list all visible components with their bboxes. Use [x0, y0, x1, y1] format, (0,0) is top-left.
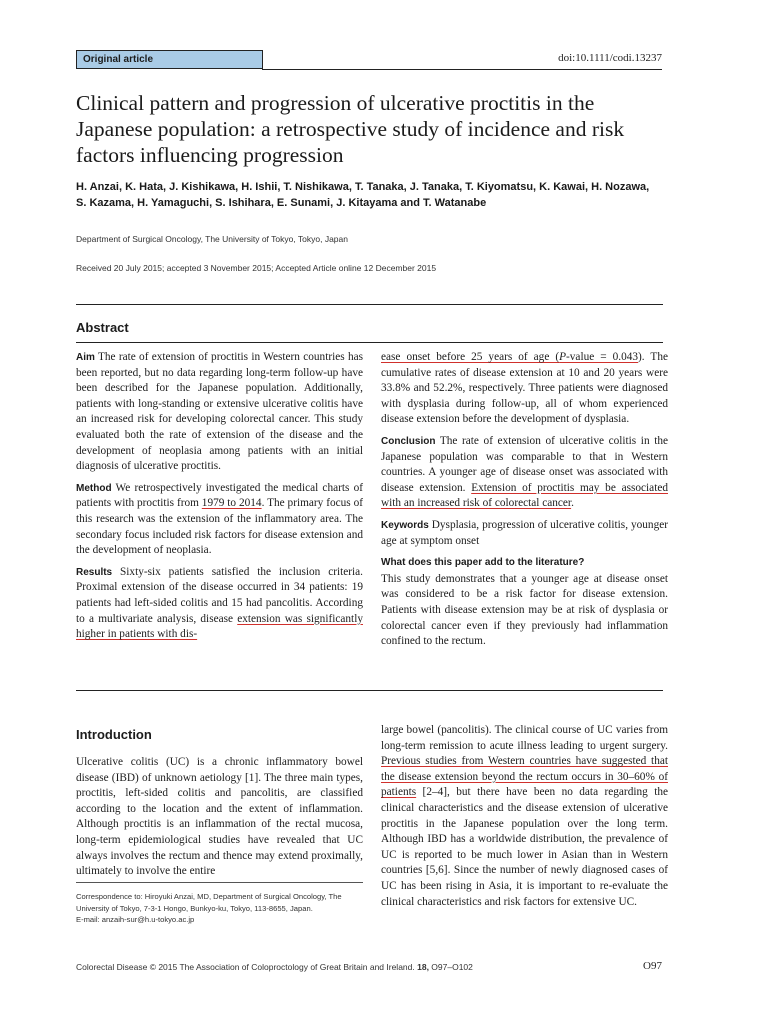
- conclusion-text-end: .: [571, 497, 574, 510]
- conclusion-label: Conclusion: [381, 435, 436, 447]
- correspondence-note: [76, 891, 363, 926]
- correspondence-email[interactable]: E-mail: anzaih-sur@h.u-tokyo.ac.jp: [76, 915, 195, 924]
- header-rule-tick: [262, 50, 263, 70]
- abstract-results: [76, 565, 363, 643]
- method-label: Method: [76, 482, 112, 494]
- abstract-top-rule: [76, 304, 663, 305]
- paper-title: Clinical pattern and progression of ulcerative proctitis in the Japanese population: a retrospective study of incidence and risk factors influencing progression: [76, 91, 625, 167]
- keywords-text: Dysplasia, progression of ulcerative colitis, younger age at symptom onset: [381, 518, 668, 547]
- abstract-heading: Abstract: [76, 320, 129, 335]
- intro-right-text-a: large bowel (pancolitis). The clinical course of UC varies from long-term remission to acute illness leading to urgent surgery.: [381, 724, 668, 752]
- introduction-heading: Introduction: [76, 727, 152, 742]
- method-text-cont: . The primary focus of this research was the extension of the inflammatory area. The secondary focus included risk factors for disease extension and the development of neoplasia.: [76, 497, 363, 557]
- doi[interactable]: doi:10.1111/codi.13237: [558, 52, 662, 64]
- intro-left-column: [76, 755, 363, 886]
- conclusion-highlight: Extension of proctitis may be associated with an increased risk of colorectal cancer: [381, 481, 668, 510]
- footer-copyright: Colorectal Disease © 2015 The Association of Coloproctology of Great Britain and Ireland.: [76, 962, 418, 972]
- abstract-bottom-rule: [76, 690, 663, 691]
- results-highlight-cont: ease onset before 25 years of age (: [381, 351, 560, 363]
- footer-volume: 18,: [417, 962, 429, 972]
- intro-right-column: [381, 723, 668, 916]
- abstract-keywords: [381, 518, 668, 549]
- author-list: H. Anzai, K. Hata, J. Kishikawa, H. Ishii, T. Nishikawa, T. Tanaka, J. Tanaka, T. Kiyomatsu, K. Kawai, H. Nozawa, S. Kazama, H. Yamaguchi, S. Ishihara, E. Sunami, J. Kitayama and T. Watanabe: [76, 181, 650, 209]
- received-dates: Received 20 July 2015; accepted 3 November 2015; Accepted Article online 12 December 2015: [76, 263, 437, 273]
- journal-footer: [76, 962, 473, 972]
- header-rule: [262, 69, 662, 70]
- intro-highlight: Previous studies from Western countries have suggested that the disease extension beyond the rectum occurs in 30–60% of patients: [381, 755, 668, 799]
- footer-pages: O97–O102: [428, 962, 473, 972]
- footnote-rule: [76, 882, 363, 883]
- p-value: -value = 0.043: [566, 351, 639, 363]
- results-label: Results: [76, 566, 113, 578]
- method-text: We retrospectively investigated the medical charts of patients with proctitis from: [76, 481, 363, 510]
- aim-label: Aim: [76, 352, 95, 363]
- what-adds-label: What does this paper add to the literature?: [381, 557, 585, 569]
- intro-right-text-b: [2–4], but there have been no data regarding the clinical characteristics and the disease extension of ulcerative proctitis in the Japanese population over the long term. Although IBD has a worldwide distribution, the prevalence of UC is reported to be much lower in Asian than in Western countries [5,6]. Since the number of newly diagnosed cases of UC has been rising in Asia, it is important to re-evaluate the clinical characteristics and risk factors for extensive UC.: [381, 786, 668, 908]
- what-adds-text: This study demonstrates that a younger age at disease onset was considered to be a risk factor for disease extension. Patients with disease extension may be at risk of dysplasia or colorectal cancer even if they previously had inflammation confined to the rectum.: [381, 572, 668, 648]
- abstract-method: [76, 481, 363, 559]
- intro-right-text: [381, 723, 668, 910]
- affiliation: Department of Surgical Oncology, The University of Tokyo, Tokyo, Japan: [76, 234, 348, 244]
- method-highlight: 1979 to 2014: [201, 497, 262, 510]
- p-value-symbol: P: [559, 351, 567, 363]
- results-text-cont: ). The cumulative rates of disease extension at 10 and 20 years were 33.8% and 52.2%, respectively. Three patients were diagnosed with dysplasia during follow-up, all of whom experienced disease extension before the development of dysplasia.: [381, 351, 668, 426]
- keywords-label: Keywords: [381, 519, 429, 531]
- abstract-right-column: [381, 350, 668, 656]
- results-highlight: extension was significantly higher in patients with dis-: [76, 612, 363, 641]
- conclusion-text: The rate of extension of ulcerative colitis in the Japanese population was comparable to that in Western countries. A younger age of disease onset was associated with disease extension.: [381, 434, 668, 494]
- abstract-aim: [76, 350, 363, 475]
- aim-text: The rate of extension of proctitis in Western countries has been reported, but no data regarding long-term follow-up have been described for the Japanese population. Additionally, patients with long-standing or extensive ulcerative colitis have an increased risk for developing colorectal cancer. This study evaluated both the rate of extension of the disease and the development of neoplasia among patients with an initial diagnosis of ulcerative proctitis.: [76, 351, 363, 473]
- abstract-heading-rule: [76, 342, 663, 343]
- results-text: Sixty-six patients satisfied the inclusion criteria. Proximal extension of the disease occurred in 34 patients: 19 patients had left-sided colitis and 15 had pancolitis. According to a multivariate analysis, disease: [76, 565, 363, 625]
- abstract-conclusion: [381, 434, 668, 512]
- correspondence-address: Correspondence to: Hiroyuki Anzai, MD, Department of Surgical Oncology, The University of Tokyo, 7-3-1 Hongo, Bunkyo-ku, Tokyo, 113-8655, Japan.: [76, 892, 342, 913]
- abstract-results-cont: [381, 350, 668, 428]
- abstract-what-adds: [381, 555, 668, 650]
- page-number: O97: [643, 960, 662, 972]
- article-type-badge: Original article: [76, 50, 262, 69]
- intro-left-text: Ulcerative colitis (UC) is a chronic inflammatory bowel disease (IBD) of unknown aetiology [1]. The three main types, proctitis, left-sided colitis and pancolitis, are classified according to the location and the extent of inflammation. Although proctitis is an inflammation of the rectal mucosa, long-term epidemiological studies have revealed that UC always involves the rectum and thence may extend proximally, ultimately to involve the entire: [76, 756, 363, 878]
- abstract-left-column: [76, 350, 363, 649]
